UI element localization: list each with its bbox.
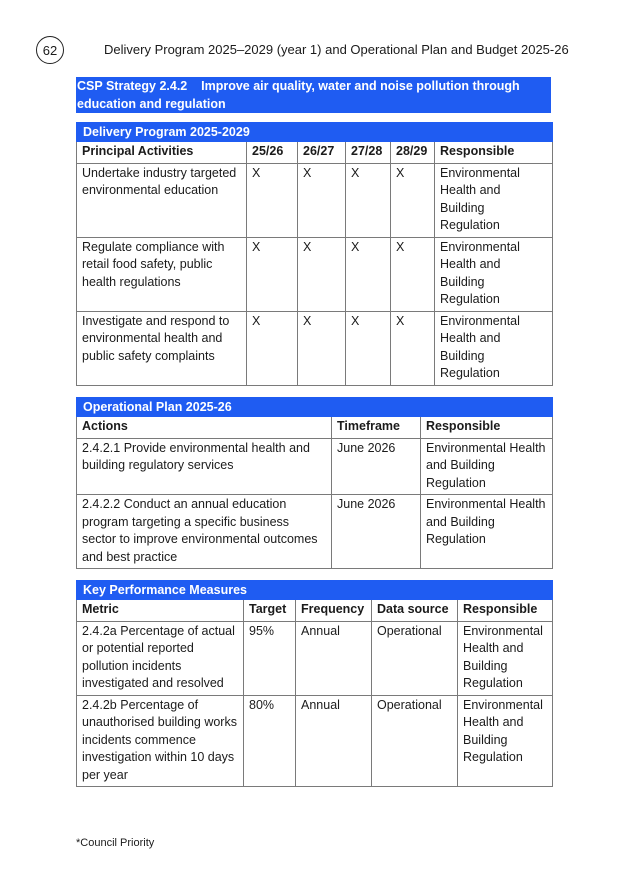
table-cell: 2.4.2a Percentage of actual or potential reported pollution incidents investigated and resolved	[77, 621, 244, 695]
table-cell: Environmental Health and Building Regulation	[435, 163, 553, 237]
table-row	[77, 237, 553, 311]
table-cell: 2.4.2.1 Provide environmental health and building regulatory services	[77, 438, 332, 495]
column-header: 27/28	[346, 142, 391, 164]
delivery-program-title: Delivery Program 2025-2029	[77, 123, 553, 142]
table-cell: X	[298, 163, 346, 237]
table-cell: X	[298, 311, 346, 385]
table-header-row	[77, 417, 553, 439]
table-cell: 2.4.2.2 Conduct an annual education program targeting a specific business sector to improve environmental outcomes and best practice	[77, 495, 332, 569]
table-cell: Environmental Health and Building Regulation	[421, 438, 553, 495]
table-cell: Regulate compliance with retail food safety, public health regulations	[77, 237, 247, 311]
column-header: Responsible	[435, 142, 553, 164]
table-cell: Environmental Health and Building Regulation	[458, 621, 553, 695]
table-row	[77, 438, 553, 495]
column-header: Target	[244, 600, 296, 622]
table-row	[77, 311, 553, 385]
page-number: 62	[36, 36, 64, 64]
table-cell: Annual	[296, 621, 372, 695]
table-cell: X	[346, 311, 391, 385]
column-header: 25/26	[247, 142, 298, 164]
column-header: Metric	[77, 600, 244, 622]
strategy-line-2: education and regulation	[76, 95, 551, 113]
footnote: *Council Priority	[76, 837, 155, 849]
table-header-row	[77, 142, 553, 164]
table-cell: X	[346, 163, 391, 237]
table-cell: X	[247, 311, 298, 385]
table-cell: Annual	[296, 695, 372, 787]
strategy-line-1: CSP Strategy 2.4.2 Improve air quality, water and noise pollution through	[76, 77, 551, 95]
page-header-title: Delivery Program 2025–2029 (year 1) and Operational Plan and Budget 2025-26	[104, 42, 569, 57]
table-cell: Undertake industry targeted environmental education	[77, 163, 247, 237]
table-cell: Operational	[372, 621, 458, 695]
kpm-title: Key Performance Measures	[77, 581, 553, 600]
table-cell: Environmental Health and Building Regulation	[435, 311, 553, 385]
table-cell: X	[346, 237, 391, 311]
operational-plan-table	[76, 397, 553, 569]
table-row	[77, 621, 553, 695]
table-row	[77, 163, 553, 237]
column-header: Responsible	[458, 600, 553, 622]
table-cell: Environmental Health and Building Regulation	[435, 237, 553, 311]
operational-plan-title: Operational Plan 2025-26	[77, 398, 553, 417]
column-header: Timeframe	[332, 417, 421, 439]
column-header: Actions	[77, 417, 332, 439]
table-cell: X	[247, 237, 298, 311]
delivery-program-table	[76, 122, 553, 386]
table-cell: X	[391, 163, 435, 237]
table-cell: Investigate and respond to environmental health and public safety complaints	[77, 311, 247, 385]
csp-strategy-heading	[76, 77, 551, 113]
table-cell: 2.4.2b Percentage of unauthorised building works incidents commence investigation within 10 days per year	[77, 695, 244, 787]
column-header: Data source	[372, 600, 458, 622]
table-cell: 95%	[244, 621, 296, 695]
table-cell: Environmental Health and Building Regulation	[421, 495, 553, 569]
column-header: Principal Activities	[77, 142, 247, 164]
table-cell: X	[298, 237, 346, 311]
table-cell: Environmental Health and Building Regulation	[458, 695, 553, 787]
table-cell: Operational	[372, 695, 458, 787]
table-cell: 80%	[244, 695, 296, 787]
column-header: Responsible	[421, 417, 553, 439]
column-header: Frequency	[296, 600, 372, 622]
table-cell: X	[391, 311, 435, 385]
key-performance-measures-table	[76, 580, 553, 787]
table-cell: X	[391, 237, 435, 311]
table-header-row	[77, 600, 553, 622]
table-cell: June 2026	[332, 438, 421, 495]
table-cell: X	[247, 163, 298, 237]
table-row	[77, 495, 553, 569]
column-header: 28/29	[391, 142, 435, 164]
column-header: 26/27	[298, 142, 346, 164]
table-cell: June 2026	[332, 495, 421, 569]
table-row	[77, 695, 553, 787]
